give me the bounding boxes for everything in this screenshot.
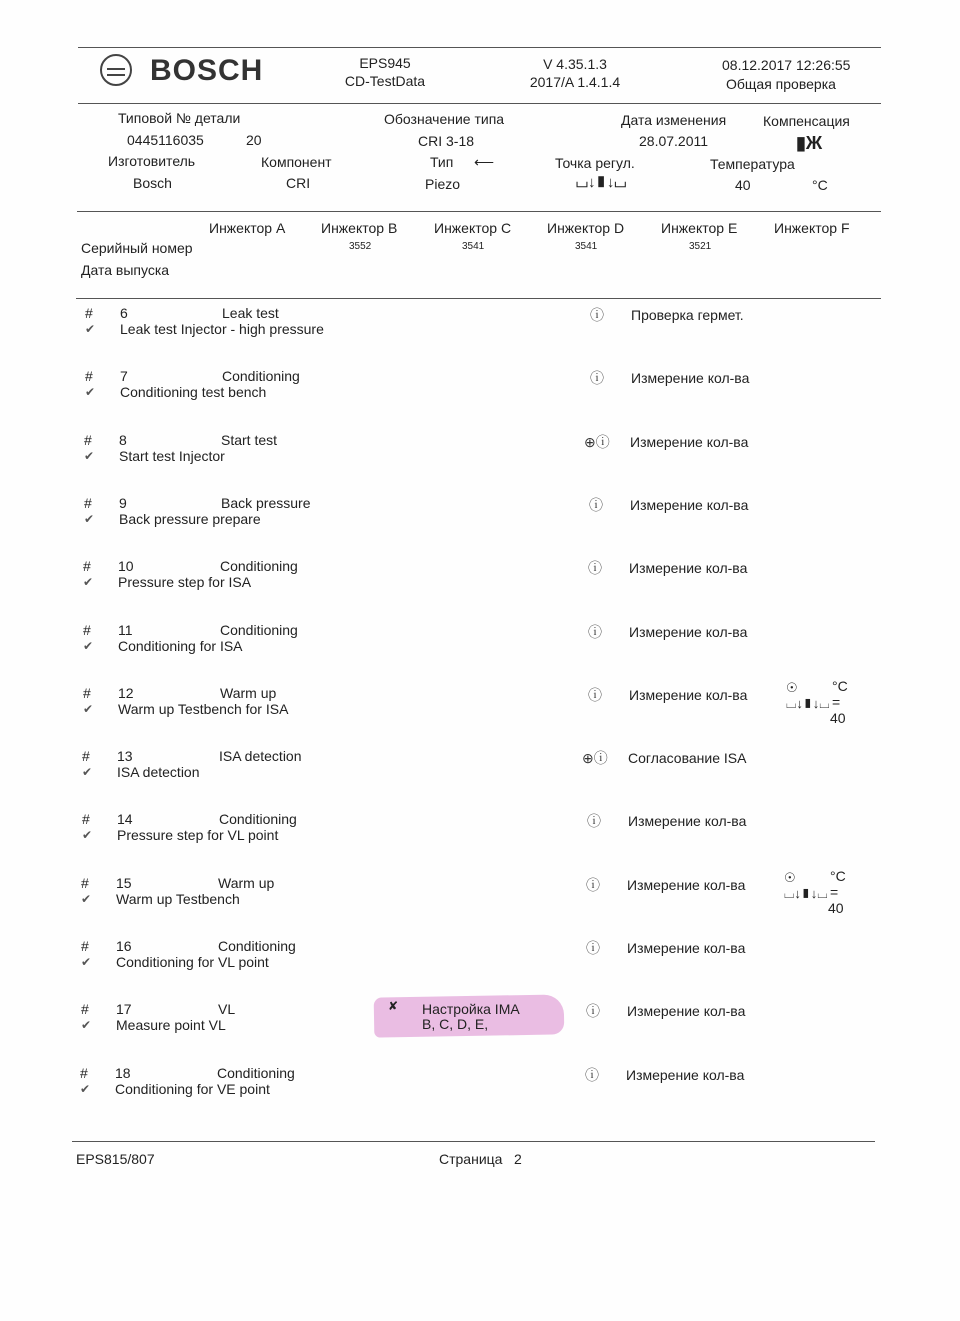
double-measure-icon: ⊕ⓘ bbox=[582, 750, 608, 767]
divider bbox=[72, 1141, 875, 1142]
measure-icon: ⓘ bbox=[588, 686, 602, 703]
step-number: 6 bbox=[120, 305, 128, 321]
changed-date: 28.07.2011 bbox=[639, 133, 709, 149]
step-number: 10 bbox=[118, 558, 134, 575]
hash-mark: # bbox=[81, 938, 89, 954]
temp-value: 40 bbox=[830, 709, 846, 726]
module-name: CD-TestData bbox=[344, 73, 426, 89]
step-action: Измерение кол-ва bbox=[627, 876, 746, 893]
bench-temp-icon: ☉ ⌴↓▮↓⌴ bbox=[784, 869, 828, 901]
measure-icon: ⓘ bbox=[588, 560, 602, 577]
test-step-row bbox=[0, 867, 960, 916]
check-icon: ✔ bbox=[81, 955, 92, 969]
step-description: ISA detection bbox=[117, 764, 200, 781]
check-icon: ✔ bbox=[84, 511, 95, 526]
step-action: Измерение кол-ва bbox=[626, 1066, 745, 1083]
measure-icon: ⓘ bbox=[586, 940, 600, 956]
step-description: Warm up Testbench for ISA bbox=[118, 700, 289, 717]
step-action: Согласование ISA bbox=[628, 750, 747, 767]
temperature-unit: °C bbox=[812, 177, 828, 193]
step-action: Измерение кол-ва bbox=[630, 433, 749, 450]
temp-value: 40 bbox=[828, 899, 844, 916]
test-step-row bbox=[0, 432, 960, 472]
cross-icon: ✘ bbox=[388, 999, 399, 1014]
compensation-label: Компенсация bbox=[763, 113, 850, 129]
page-number: 2 bbox=[514, 1151, 522, 1167]
injector-serial: 3541 bbox=[462, 241, 485, 252]
build: 2017/A 1.4.1.4 bbox=[529, 74, 621, 90]
step-name: Conditioning bbox=[222, 368, 300, 385]
test-step-row bbox=[0, 677, 960, 726]
check-icon: ✔ bbox=[82, 828, 93, 843]
temp-unit: °C bbox=[832, 677, 848, 694]
part-no: 0445116035 bbox=[127, 132, 204, 148]
hash-mark: # bbox=[81, 1001, 89, 1018]
check-icon: ✔ bbox=[85, 385, 96, 400]
step-description: Measure point VL bbox=[116, 1017, 226, 1034]
step-number: 14 bbox=[117, 811, 133, 828]
check-icon: ✔ bbox=[83, 638, 94, 653]
hash-mark: # bbox=[83, 621, 91, 638]
hash-mark: # bbox=[83, 684, 91, 701]
measure-icon: ⓘ bbox=[588, 623, 602, 640]
step-description: Start test Injector bbox=[119, 447, 225, 464]
bench-temp-icon: ☉ ⌴↓▮↓⌴ bbox=[786, 679, 830, 711]
test-step-row bbox=[0, 748, 960, 788]
page-label: Страница bbox=[439, 1151, 503, 1167]
temperature-label: Температура bbox=[710, 156, 795, 172]
step-description: Warm up Testbench bbox=[116, 890, 240, 907]
hash-mark: # bbox=[84, 431, 92, 448]
kind-label: Тип bbox=[430, 154, 454, 170]
adjust-point-label: Точка регул. bbox=[555, 155, 635, 171]
brand-logo: BOSCH bbox=[150, 54, 264, 87]
arrow-icon: ⟵ bbox=[474, 154, 495, 170]
step-name: Warm up bbox=[218, 874, 275, 891]
hash-mark: # bbox=[83, 558, 91, 575]
hash-mark: # bbox=[85, 305, 93, 321]
temp-eq: = bbox=[832, 693, 841, 710]
step-description: Conditioning for VE point bbox=[115, 1080, 270, 1097]
test-step-row bbox=[0, 558, 960, 598]
component: CRI bbox=[286, 175, 311, 191]
test-step-row bbox=[0, 938, 960, 978]
hash-mark: # bbox=[81, 874, 89, 891]
measure-icon: ⓘ bbox=[590, 307, 604, 323]
test-step-row bbox=[0, 495, 960, 535]
hash-mark: # bbox=[80, 1064, 88, 1081]
test-step-row bbox=[0, 1001, 960, 1041]
step-name: Leak test bbox=[222, 305, 279, 321]
note-line1: Настройка IMA bbox=[422, 1001, 520, 1018]
maker: Bosch bbox=[133, 175, 172, 191]
serial-label: Серийный номер bbox=[81, 240, 193, 256]
divider bbox=[78, 103, 881, 104]
step-action: Измерение кол-ва bbox=[629, 560, 748, 577]
step-action: Измерение кол-ва bbox=[630, 496, 749, 513]
injector-header: Инжектор D bbox=[547, 220, 625, 236]
step-action: Проверка гермет. bbox=[631, 307, 744, 323]
step-action: Измерение кол-ва bbox=[627, 940, 746, 956]
step-action: Измерение кол-ва bbox=[627, 1003, 746, 1020]
injector-header: Инжектор C bbox=[434, 220, 512, 236]
step-action: Измерение кол-ва bbox=[629, 623, 748, 640]
injector-header: Инжектор E bbox=[661, 220, 738, 236]
step-number: 7 bbox=[120, 368, 128, 385]
step-name: Conditioning bbox=[218, 938, 296, 954]
check-icon: ✔ bbox=[83, 701, 94, 716]
test-step-row bbox=[0, 1065, 960, 1105]
step-description: Pressure step for ISA bbox=[118, 574, 252, 591]
compensation-icon: ▮Ж bbox=[796, 133, 823, 153]
part-no-label: Типовой № детали bbox=[118, 110, 241, 126]
step-description: Conditioning test bench bbox=[120, 384, 267, 401]
test-mode: Общая проверка bbox=[726, 76, 836, 92]
step-number: 12 bbox=[118, 684, 134, 701]
bosch-logo-icon bbox=[100, 54, 132, 86]
component-label: Компонент bbox=[261, 154, 332, 170]
injector-serial: 3521 bbox=[689, 241, 712, 252]
measure-icon: ⓘ bbox=[586, 876, 600, 893]
divider bbox=[78, 47, 881, 48]
step-description: Conditioning for ISA bbox=[118, 637, 243, 654]
temp-unit: °C bbox=[830, 867, 846, 884]
step-name: Conditioning bbox=[220, 558, 298, 575]
step-number: 17 bbox=[116, 1001, 132, 1018]
step-name: Start test bbox=[221, 431, 278, 448]
type-value: CRI 3-18 bbox=[418, 133, 475, 149]
note-line2: B, C, D, E, bbox=[422, 1016, 489, 1033]
step-description: Back pressure prepare bbox=[119, 510, 261, 527]
measure-icon: ⓘ bbox=[587, 813, 601, 830]
step-number: 15 bbox=[116, 874, 132, 891]
temp-eq: = bbox=[830, 883, 839, 900]
hash-mark: # bbox=[82, 748, 90, 765]
step-name: Conditioning bbox=[220, 621, 298, 638]
injector-header: Инжектор B bbox=[321, 220, 398, 236]
injector-header: Инжектор F bbox=[774, 220, 850, 236]
check-icon: ✔ bbox=[80, 1081, 91, 1096]
type-label: Обозначение типа bbox=[384, 111, 505, 127]
step-number: 8 bbox=[119, 431, 127, 448]
step-number: 16 bbox=[116, 938, 132, 954]
kind: Piezo bbox=[425, 176, 461, 192]
step-number: 18 bbox=[115, 1064, 131, 1081]
injector-header: Инжектор A bbox=[209, 220, 286, 236]
maker-label: Изготовитель bbox=[108, 153, 196, 169]
test-step-row bbox=[0, 305, 960, 345]
hash-mark: # bbox=[85, 368, 93, 385]
step-description: Pressure step for VL point bbox=[117, 827, 279, 844]
footer-code: EPS815/807 bbox=[76, 1151, 155, 1167]
measure-icon: ⓘ bbox=[590, 370, 604, 387]
injector-serial: 3552 bbox=[349, 241, 372, 252]
check-icon: ✔ bbox=[82, 765, 93, 780]
step-number: 13 bbox=[117, 748, 133, 765]
step-name: ISA detection bbox=[219, 748, 302, 765]
check-icon: ✔ bbox=[81, 1018, 92, 1033]
version: V 4.35.1.3 bbox=[543, 56, 607, 72]
step-name: Conditioning bbox=[217, 1064, 295, 1081]
issue-date-label: Дата выпуска bbox=[81, 262, 170, 278]
bench-temp-icon: ⌴↓▮↓⌴ bbox=[576, 174, 627, 191]
measure-icon: ⓘ bbox=[589, 496, 603, 513]
step-action: Измерение кол-ва bbox=[631, 370, 750, 387]
hash-mark: # bbox=[82, 811, 90, 828]
step-name: VL bbox=[218, 1001, 236, 1018]
step-action: Измерение кол-ва bbox=[628, 813, 747, 830]
check-icon: ✔ bbox=[84, 448, 95, 463]
test-step-row bbox=[0, 811, 960, 851]
test-step-row bbox=[0, 368, 960, 408]
step-number: 9 bbox=[119, 494, 127, 511]
step-name: Warm up bbox=[220, 684, 277, 701]
measure-icon: ⓘ bbox=[585, 1066, 599, 1083]
step-description: Leak test Injector - high pressure bbox=[120, 321, 324, 337]
step-action: Измерение кол-ва bbox=[629, 686, 748, 703]
changed-label: Дата изменения bbox=[621, 112, 727, 128]
datetime: 08.12.2017 12:26:55 bbox=[722, 57, 851, 73]
double-measure-icon: ⊕ⓘ bbox=[584, 433, 610, 450]
divider bbox=[77, 211, 881, 212]
temperature: 40 bbox=[735, 177, 751, 193]
test-step-row bbox=[0, 622, 960, 662]
app-name: EPS945 bbox=[359, 55, 411, 71]
step-name: Conditioning bbox=[219, 811, 297, 828]
step-number: 11 bbox=[118, 621, 133, 638]
step-description: Conditioning for VL point bbox=[116, 954, 269, 970]
measure-icon: ⓘ bbox=[586, 1003, 600, 1020]
hash-mark: # bbox=[84, 494, 92, 511]
part-suffix: 20 bbox=[246, 132, 262, 148]
check-icon: ✔ bbox=[81, 891, 92, 906]
check-icon: ✔ bbox=[83, 575, 94, 590]
check-icon: ✔ bbox=[85, 322, 96, 336]
injector-serial: 3541 bbox=[575, 241, 598, 252]
divider bbox=[76, 298, 881, 299]
step-name: Back pressure bbox=[221, 494, 311, 511]
